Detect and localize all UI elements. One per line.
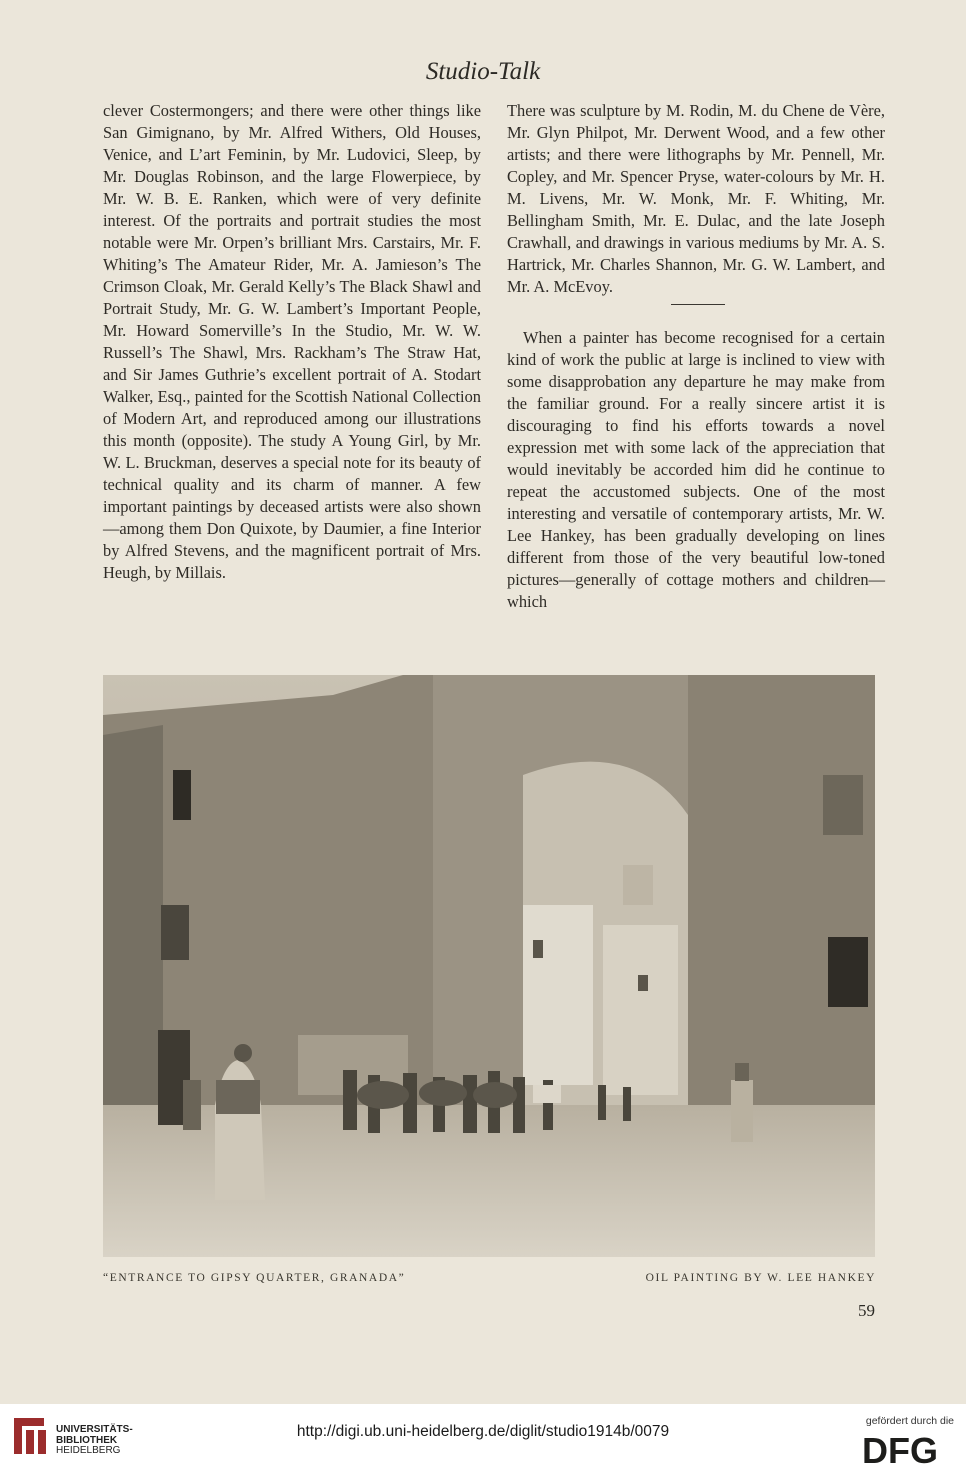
permalink-url[interactable]: http://digi.ub.uni-heidelberg.de/diglit/studio1914b/0079 (296, 1423, 670, 1440)
left-column (103, 100, 481, 584)
body-paragraph: When a painter has become recognised for a certain kind of work the public at large is inclined to view with some disapprobation any departure he may make from the familiar ground. For a really sincere artist it is discouraging to find his efforts towards a novel expression met with some lack of the appreciation that would inevitably be accorded him did he continue to repeat the accustomed subjects. One of the most interesting and versatile of contemporary artists, Mr. W. Lee Hankey, has been gradually developing on lines different from those of the very beautiful low-toned pictures—generally of cottage mothers and children—which (507, 328, 885, 611)
running-header: Studio-Talk (425, 58, 541, 85)
section-divider (671, 304, 725, 305)
digitization-footer (0, 1404, 966, 1476)
right-column (507, 100, 885, 613)
university-library-name: UNIVERSITÄTS- BIBLIOTHEK HEIDELBERG (56, 1424, 133, 1456)
figure-caption-credit: OIL PAINTING BY W. LEE HANKEY (645, 1272, 876, 1284)
funding-label: gefördert durch die (865, 1415, 954, 1427)
dfg-logo-icon (860, 1432, 952, 1473)
page-number: 59 (858, 1301, 875, 1320)
body-paragraph: There was sculpture by M. Rodin, M. du Chene de Vère, Mr. Glyn Philpot, Mr. Derwent Wood, and a few other artists; and there were lithographs by Mr. Pennell, Mr. Copley, and Mr. Spencer Pryse, water-colours by Mr. H. M. Livens, Mr. W. Monk, Mr. F. Whiting, Mr. Bellingham Smith, Mr. E. Dulac, and the late Joseph Crawhall, and drawings in various mediums by Mr. A. S. Hartrick, Mr. Charles Shannon, Mr. G. W. Lambert, and Mr. A. McEvoy. (507, 101, 885, 296)
body-paragraph: clever Costermongers; and there were other things like San Gimignano, by Mr. Alfred Withers, Old Houses, Venice, and L’art Feminin, by Mr. Ludovici, Sleep, by Mr. Douglas Robinson, and the large Flowerpiece, by Mr. W. B. E. Ranken, which were of very definite interest. Of the portraits and portrait studies the most notable were Mr. Orpen’s brilliant Mrs. Carstairs, Mr. F. Whiting’s The Amateur Rider, Mr. A. Jamieson’s The Crimson Cloak, Mr. Gerald Kelly’s The Black Shawl and Portrait Study, Mr. G. W. Lambert’s Important People, Mr. Howard Somerville’s In the Studio, Mr. W. W. Russell’s The Shawl, Mrs. Rackham’s The Straw Hat, and Sir James Guthrie’s excellent portrait of A. Stodart Walker, Esq., painted for the Scottish National Collection of Modern Art, and reproduced among our illustrations this month (opposite). The study A Young Girl, by Mr. W. L. Bruckman, deserves a special note for its beauty of technical quality and its charm of manner. A few important paintings by deceased artists were also shown—among them Don Quixote, by Daumier, a fine Interior by Alfred Stevens, and the magnificent portrait of Mrs. Heugh, by Millais. (103, 101, 481, 582)
figure-caption-title: “ENTRANCE TO GIPSY QUARTER, GRANADA” (103, 1272, 406, 1284)
painting-illustration (103, 675, 875, 1257)
svg-text:DFG: DFG (862, 1432, 938, 1468)
